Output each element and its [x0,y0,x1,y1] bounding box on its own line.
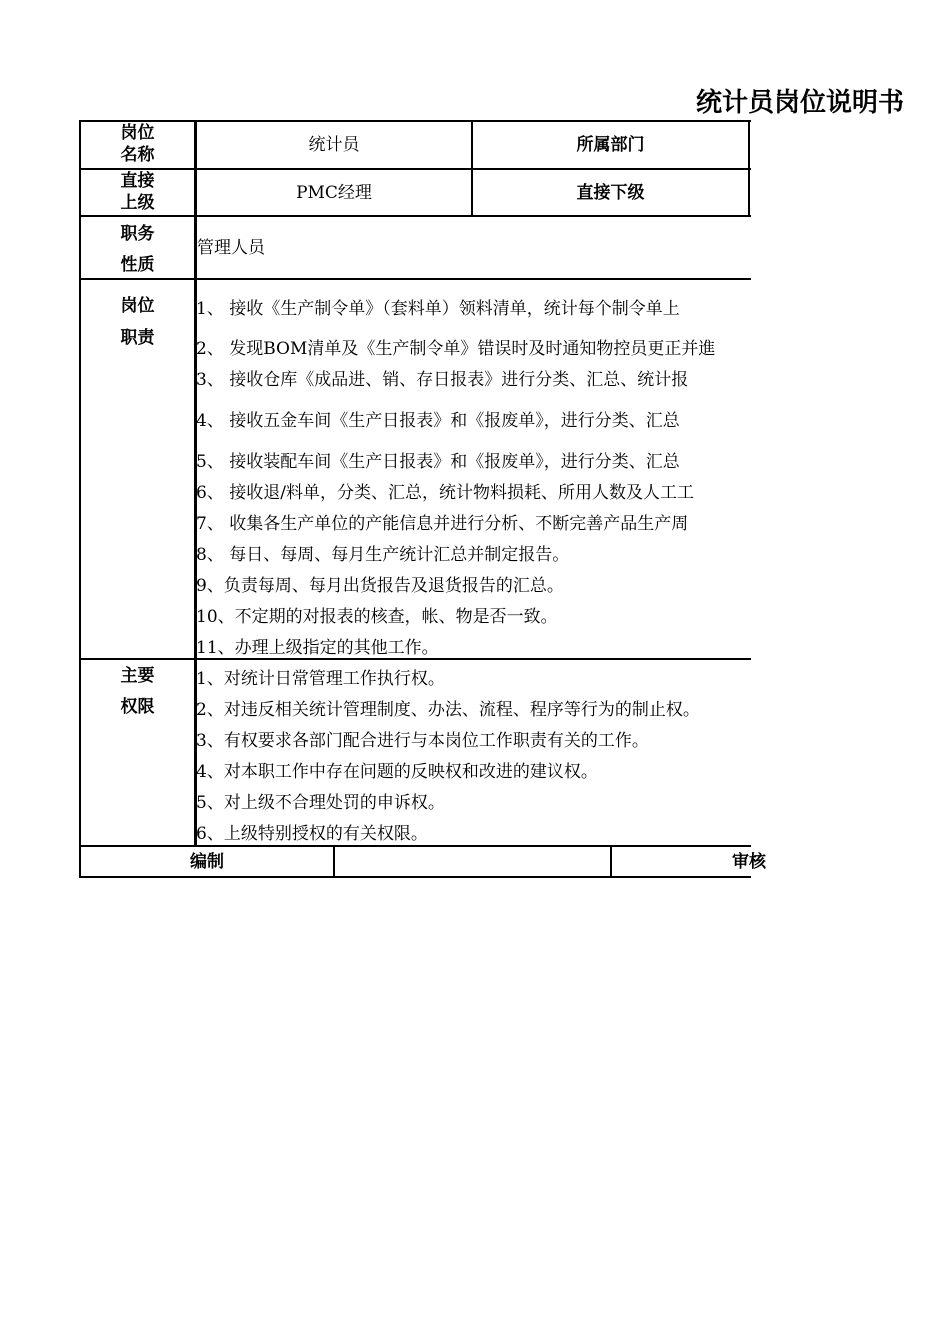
authority-item: 5、对上级不合理处罚的申诉权。 [196,793,445,813]
row-divider [79,215,751,217]
authority-label: 主要 权限 [120,666,155,717]
authority-item: 2、对违反相关统计管理制度、办法、流程、程序等行为的制止权。 [196,700,700,720]
duty-item: 4、 接收五金车间《生产日报表》和《报废单》，进行分类、汇总 [196,411,680,431]
review-cell [612,847,766,876]
direct-subordinate-label: 直接下级 [576,183,645,203]
duty-item: 6、 接收退/料单，分类、汇总，统计物料损耗、所用人数及人工工 [196,483,694,503]
authority-item: 4、对本职工作中存在问题的反映权和改进的建议权。 [196,762,598,782]
reviewed-by-label: 审核 [732,852,766,872]
duty-item: 5、 接收装配车间《生产日报表》和《报废单》，进行分类、汇总 [196,452,680,472]
compiled-by-label: 编制 [190,852,224,872]
duty-item: 2、 发现BOM清单及《生产制令单》错误时及时通知物控员更正并進 [196,339,716,359]
duties-label: 岗位 职责 [120,296,155,348]
content-clip-region [196,280,751,848]
duty-item: 1、 接收《生产制令单》（套料单）领料清单，统计每个制令单上 [196,299,680,319]
authority-item: 3、有权要求各部门配合进行与本岗位工作职责有关的工作。 [196,731,649,751]
direct-superior-value: PMC经理 [296,183,372,203]
authority-item: 6、上级特别授权的有关权限。 [196,824,428,844]
table-border-bottom [79,876,751,878]
duty-item: 10、不定期的对报表的核查，帐、物是否一致。 [196,607,558,627]
duty-item: 8、 每日、每周、每月生产统计汇总并制定报告。 [196,545,570,565]
compiled-by-value[interactable] [335,847,610,876]
authority-item: 1、对统计日常管理工作执行权。 [196,669,445,689]
page-title: 统计员岗位说明书 [696,88,905,118]
duty-item: 3、 接收仓库《成品进、销、存日报表》进行分类、汇总、统计报 [196,370,689,390]
direct-superior-label: 直接 上级 [120,171,155,213]
job-nature-value: 管理人员 [197,238,265,258]
position-name-value: 统计员 [308,135,360,155]
duty-item: 7、 收集各生产单位的产能信息并进行分析、不断完善产品生产周 [196,514,689,534]
duty-item: 11、办理上级指定的其他工作。 [196,638,439,658]
duty-item: 9、负责每周、每月出货报告及退货报告的汇总。 [196,576,564,596]
column-divider [748,120,750,217]
department-label: 所属部门 [576,135,645,155]
position-name-label: 岗位 名称 [120,123,155,165]
job-nature-label: 职务 性质 [120,224,155,275]
